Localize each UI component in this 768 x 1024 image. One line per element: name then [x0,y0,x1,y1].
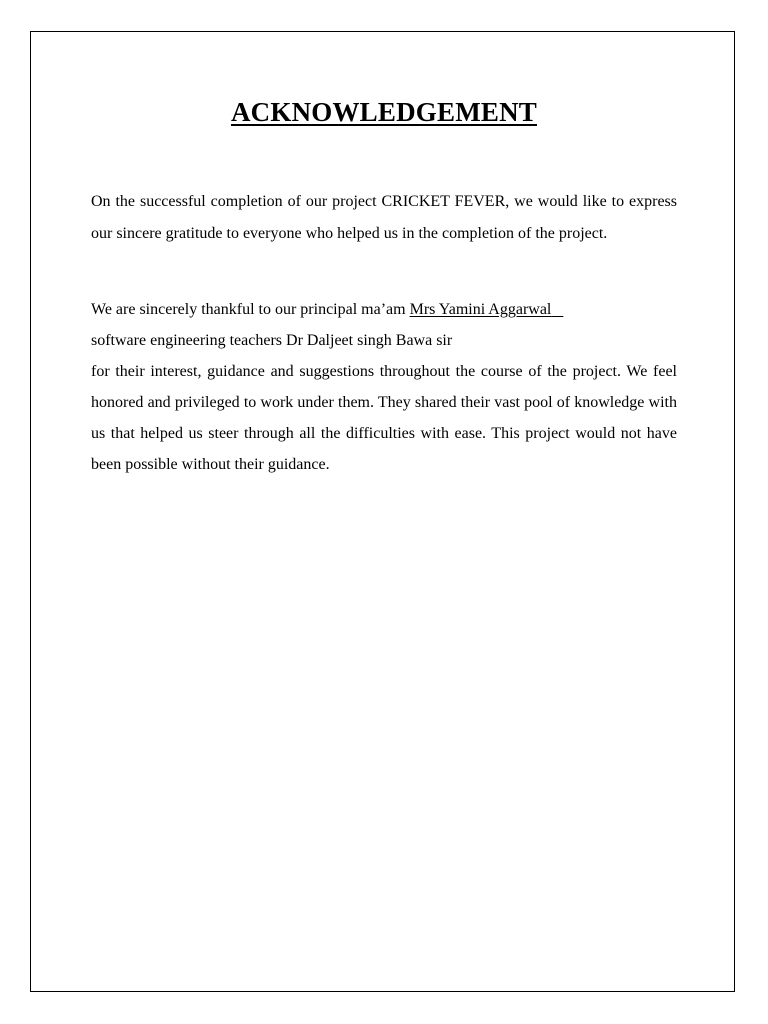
thanks-prefix: We are sincerely thankful to our principal ma’am [91,301,410,318]
document-title: ACKNOWLEDGEMENT [230,97,538,127]
paragraph-intro: On the successful completion of our project CRICKET FEVER, we would like to express our sincere gratitude to everyone who helped us in the completion of the project. [91,193,677,242]
principal-name: Mrs Yamini Aggarwal [409,301,552,318]
page-border [30,31,735,992]
paragraph-thanks [91,294,677,480]
thanks-rest: for their interest, guidance and suggestions throughout the course of the project. We feel honored and privileged to work under them. They shared their vast pool of knowledge with us that helped us steer through all the difficulties with ease. This project would not have been possible without their guidance. [91,363,677,473]
thanks-line-2: software engineering teachers Dr Daljeet singh Bawa sir [91,332,453,349]
thanks-line-1 [91,294,677,325]
